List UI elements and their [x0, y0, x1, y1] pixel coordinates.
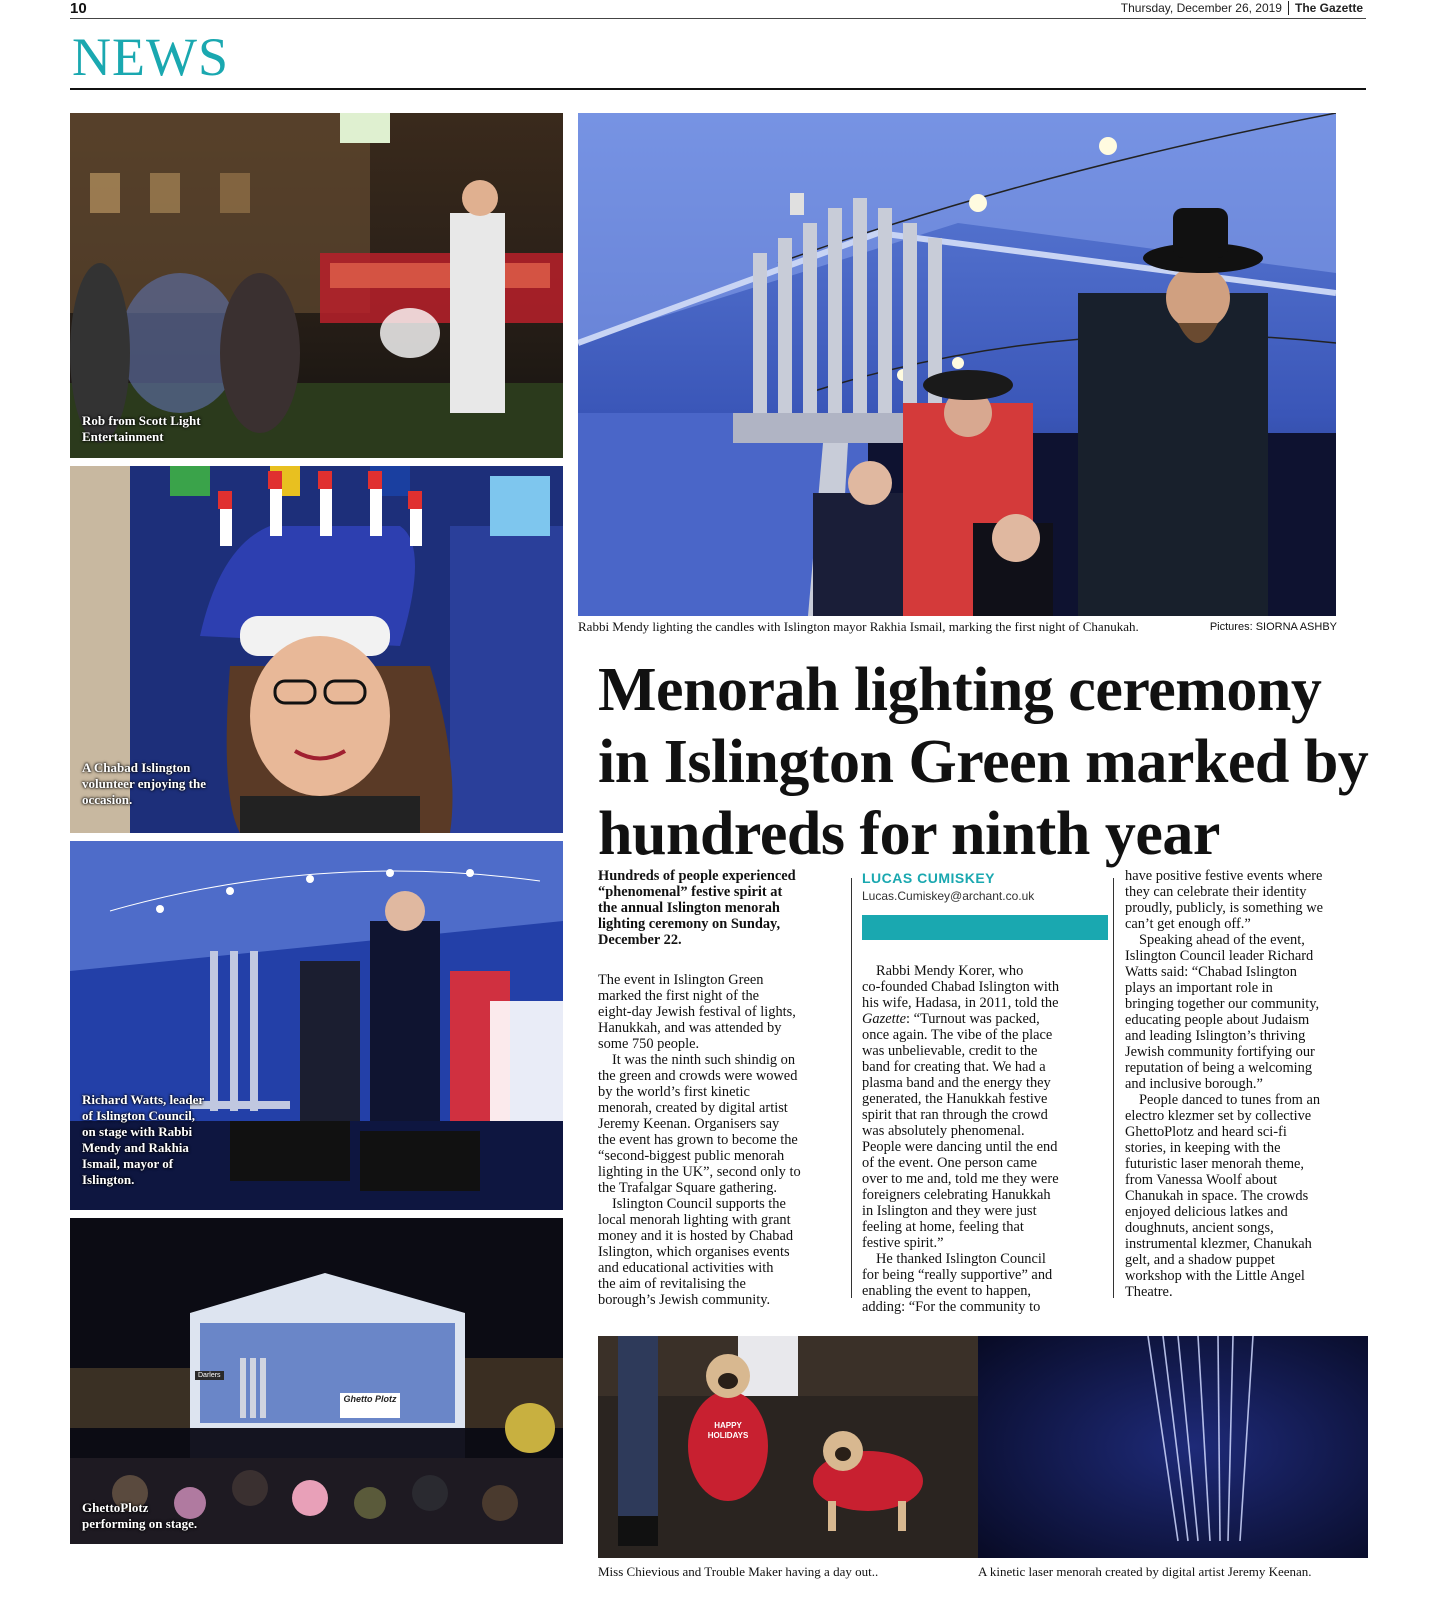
dateline-divider — [1288, 1, 1289, 15]
page-number: 10 — [70, 0, 87, 17]
section-heading: NEWS — [72, 27, 229, 87]
publication-reference: Gazette — [862, 1011, 906, 1027]
article-column-3 — [1125, 868, 1375, 1300]
body-paragraph: The event in Islington Green marked the first night of the eight-day Jewish festival of lights, Hanukkah, and was attended by some 750 people. — [598, 972, 796, 1052]
body-paragraph — [862, 963, 1108, 1251]
body-paragraph: He thanked Islington Council for being “really supportive” and enabling the event to happen, adding: “For the community to — [862, 1251, 1053, 1315]
laser-photo — [978, 1336, 1368, 1558]
volunteer-caption: A Chabad Islington volunteer enjoying the occasion. — [82, 760, 206, 807]
body-paragraph: Islington Council supports the local menorah lighting with grant money and it is hosted by Chabad Islington, which organises events and educational activities with the aim of revitalising the borough’s Jewish community. — [598, 1196, 794, 1308]
byline-bar — [862, 915, 1108, 940]
photo-credit: Pictures: SIORNA ASHBY — [1209, 621, 1337, 633]
band-photo — [70, 1218, 563, 1544]
standfirst: Hundreds of people experienced “phenomenal” festive spirit at the annual Islington menorah lighting ceremony on Sunday, December 22. — [598, 868, 796, 948]
body-paragraph: People danced to tunes from an electro klezmer set by collective GhettoPlotz and heard sci-fi stories, in keeping with the futuristic laser menorah theme, from Vanessa Woolf about Chanukah in space. The crowds enjoyed delicious latkes and doughnuts, ancient songs, instrumental klezmer, Chanukah gelt, and a shadow puppet workshop with the Little Angel Theatre. — [1125, 1092, 1321, 1300]
quote-text: Rabbi Mendy Korer, who co-founded Chabad Islington with his wife, Hadasa, in 2011, told the — [862, 963, 1060, 1011]
body-paragraph: Speaking ahead of the event, Islington Council leader Richard Watts said: “Chabad Islington plays an important role in bringing together our community, educating people about Judaism and leading Islington’s thriving Jewish community fortifying our reputation of being a welcoming and inclusive borough.” — [1125, 932, 1320, 1092]
stage-photo — [70, 841, 563, 1210]
pugs-caption: Miss Chievious and Trouble Maker having a day out.. — [598, 1564, 879, 1579]
pugs-photo — [598, 1336, 980, 1558]
body-paragraph: It was the ninth such shindig on the green and crowds were wowed by the world’s first kinetic menorah, created by digital artist Jeremy Keenan. Organisers say the event has grown to become the “second-biggest public menorah lighting in the UK”, second only to the Trafalgar Square gathering. — [598, 1052, 801, 1196]
juggler-caption: Rob from Scott Light Entertainment — [82, 413, 201, 444]
quote-text: : “Turnout was packed, once again. The vibe of the place was unbelievable, credit to the band for creating that. We had a plasma band and the energy they generated, the Hanukkah festive spirit that ran through the crowd was absolutely phenomenal. People were dancing until the end of the event. One person came over to me and, told me they were foreigners celebrating Hanukkah in Islington and they were just feeling at home, feeling that festive spirit.” — [862, 1011, 1059, 1251]
section-rule — [70, 88, 1366, 90]
sweater-text: HAPPY HOLIDAYS — [707, 1421, 749, 1440]
article-headline — [598, 654, 1378, 870]
band-banner-text: Ghetto Plotz — [343, 1394, 397, 1404]
issue-date: Thursday, December 26, 2019 — [1120, 1, 1282, 15]
article-column-1 — [598, 868, 838, 1308]
shop-sign: Darlers — [195, 1371, 224, 1380]
main-photo — [578, 113, 1336, 616]
headline-line-1: Menorah lighting ceremony — [598, 656, 1322, 724]
laser-caption: A kinetic laser menorah created by digital artist Jeremy Keenan. — [978, 1564, 1312, 1579]
headline-line-3: hundreds for ninth year — [598, 800, 1220, 868]
band-caption: GhettoPlotz performing on stage. — [82, 1500, 198, 1531]
column-rule — [1113, 878, 1114, 1298]
top-rule — [70, 18, 1366, 19]
publication-name: The Gazette — [1294, 1, 1363, 15]
juggler-photo — [70, 113, 563, 458]
volunteer-photo — [70, 466, 563, 833]
byline: LUCAS CUMISKEY — [862, 870, 996, 886]
stage-caption: Richard Watts, leader of Islington Council, on stage with Rabbi Mendy and Rakhia Ismail, mayor of Islington. — [82, 1092, 205, 1187]
main-photo-caption: Rabbi Mendy lighting the candles with Islington mayor Rakhia Ismail, marking the first night of Chanukah. — [578, 619, 1139, 634]
body-paragraph: have positive festive events where they can celebrate their identity proudly, publicly, is something we can’t get enough off.” — [1125, 868, 1323, 932]
column-rule — [851, 878, 852, 1298]
author-email[interactable]: Lucas.Cumiskey@archant.co.uk — [862, 889, 1035, 903]
dateline — [1121, 1, 1363, 15]
article-column-2 — [862, 870, 1108, 1315]
headline-line-2: in Islington Green marked by — [598, 728, 1369, 796]
